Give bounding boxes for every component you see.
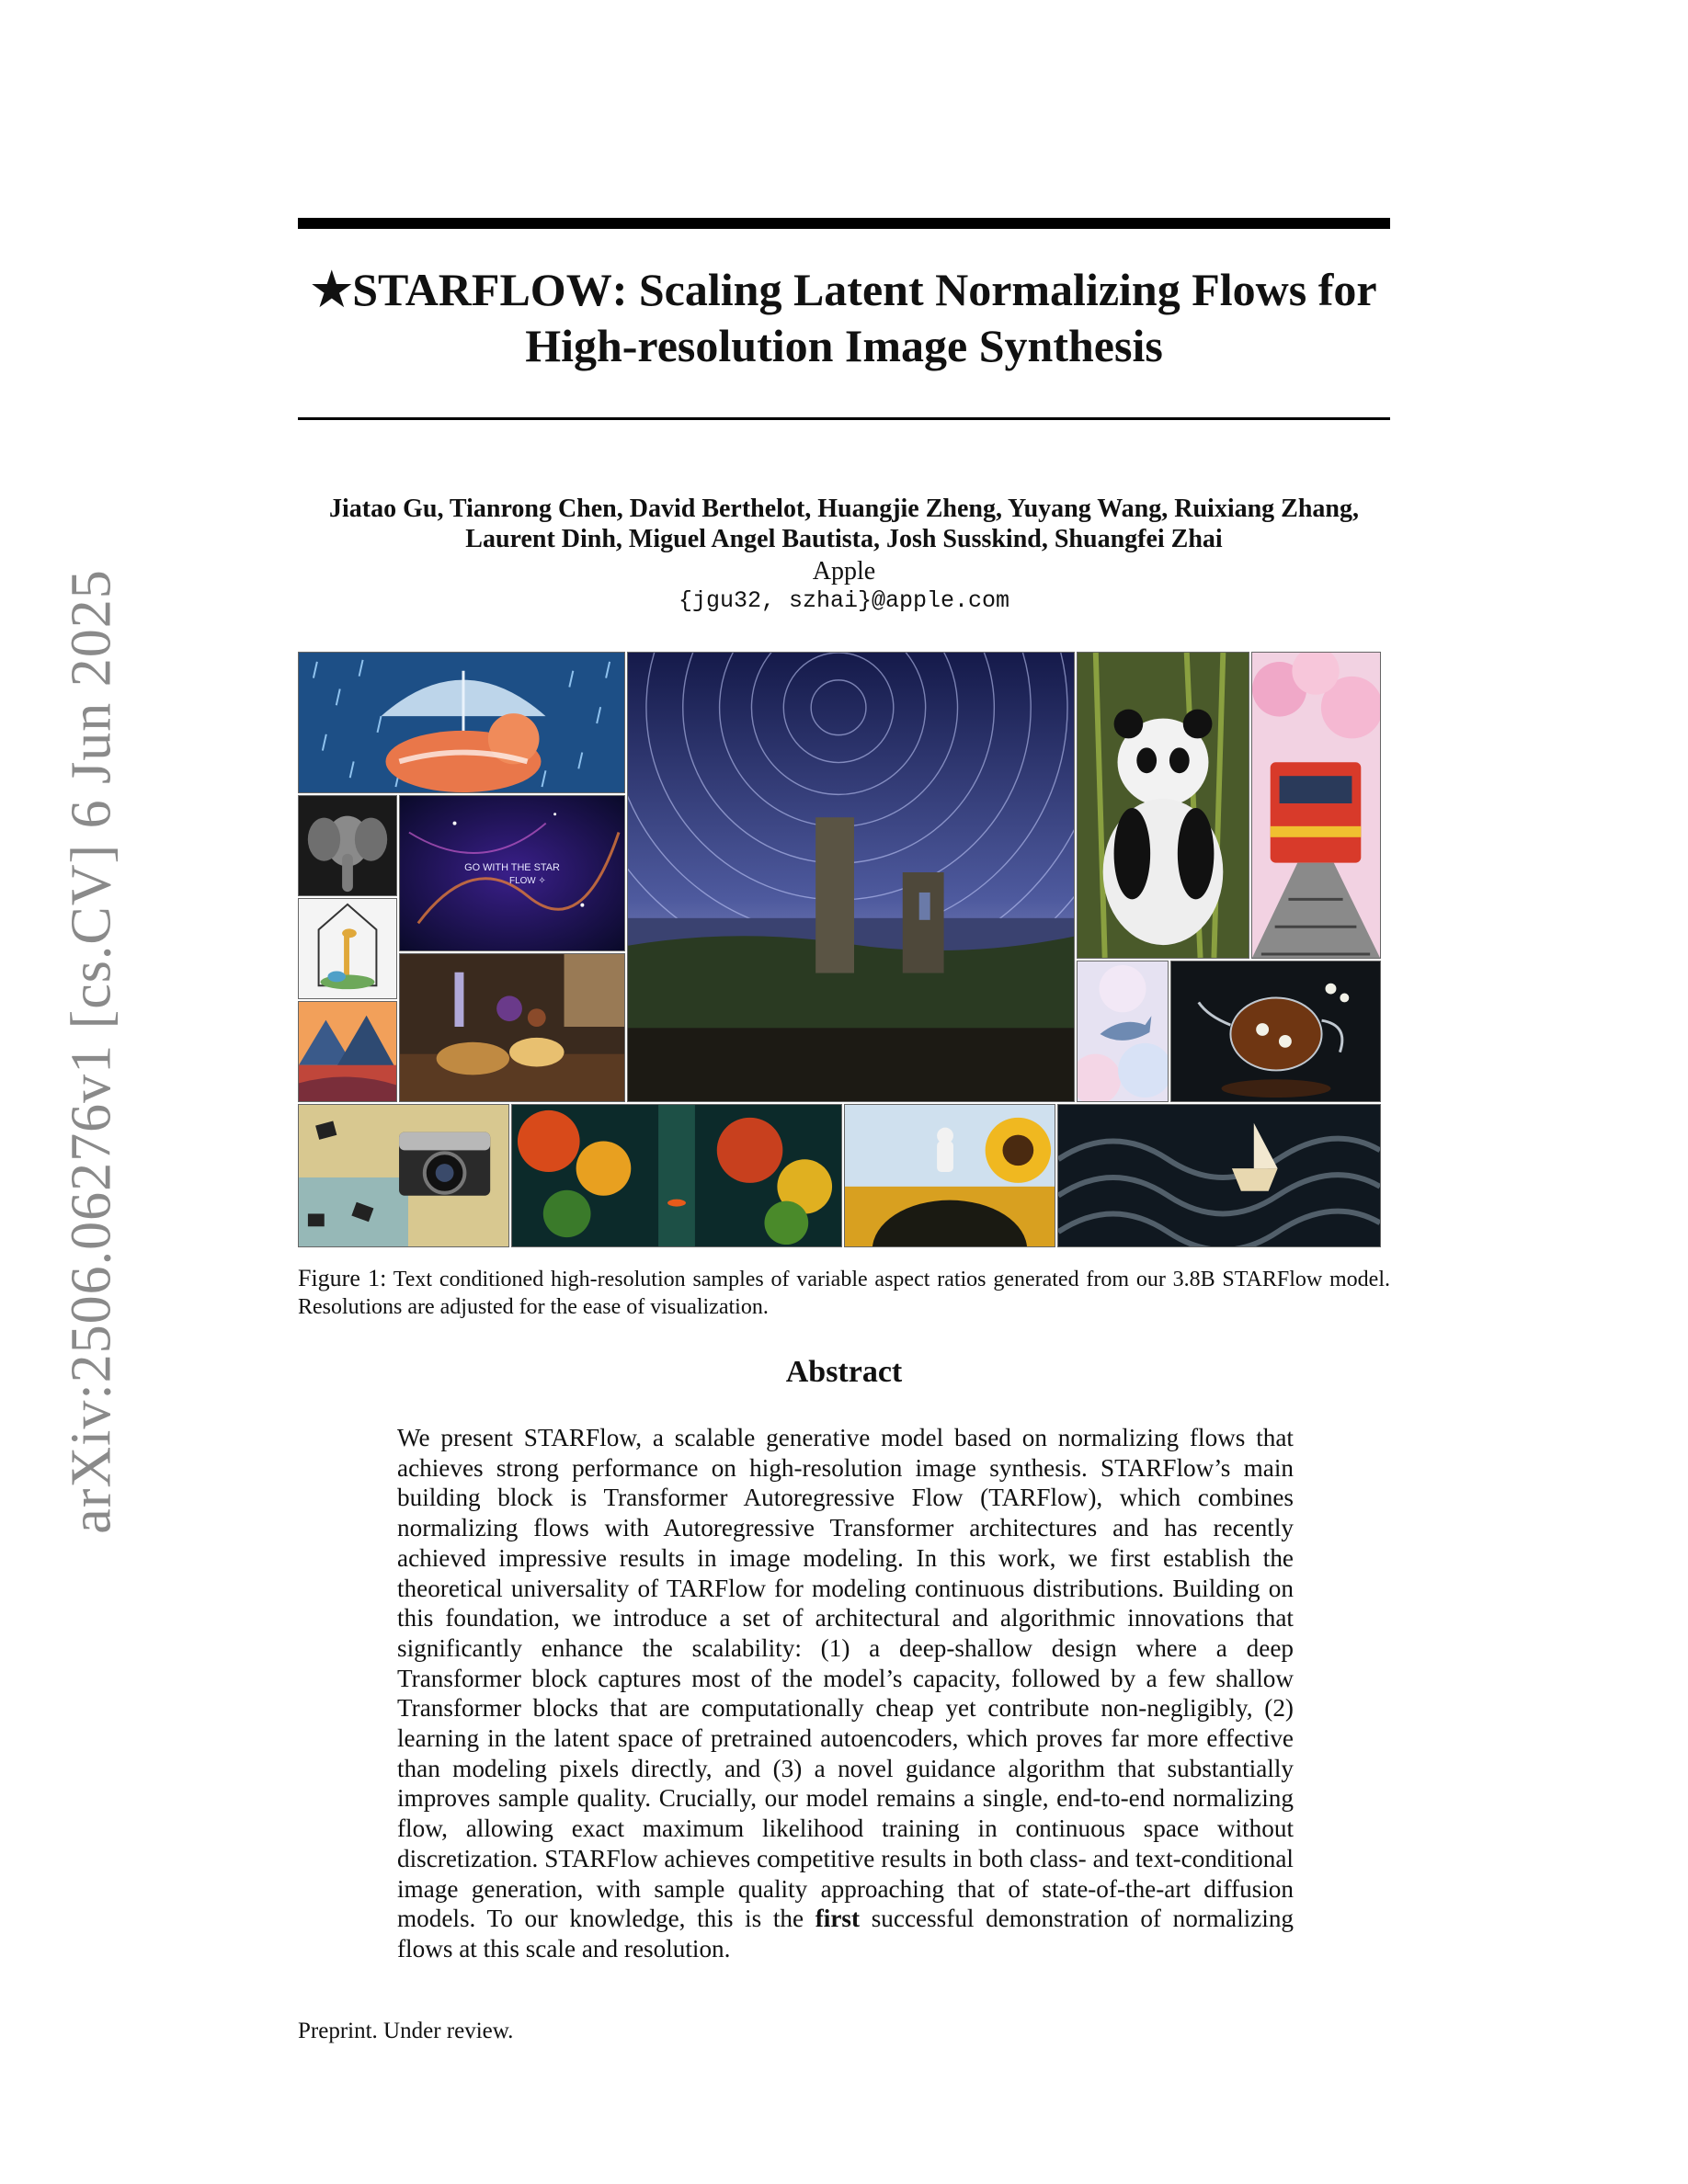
- image-astronaut-sunflowers: [844, 1104, 1055, 1247]
- image-paper-boat-waves: [1057, 1104, 1381, 1247]
- title-bottom-rule: [298, 417, 1390, 420]
- author-line-1: Jiatao Gu, Tianrong Chen, David Berthelot, Huangjie Zheng, Yuyang Wang, Ruixiang Zhang,: [328, 495, 1359, 523]
- star-flow-text-1: GO WITH THE STAR: [464, 862, 560, 874]
- image-train-blossoms: [1251, 652, 1381, 959]
- paper-title: [298, 262, 1390, 374]
- image-mountain-painting: [298, 1001, 397, 1102]
- figure-1-caption: [298, 1265, 1390, 1321]
- image-teapot-flowers: [1170, 961, 1381, 1102]
- abstract-body: [397, 1423, 1294, 1964]
- image-elephant: [298, 795, 397, 896]
- arxiv-watermark: [0, 0, 184, 2184]
- image-cat-umbrella: [298, 652, 625, 793]
- figure-label: Figure 1:: [298, 1265, 387, 1291]
- arxiv-id: arXiv:2506.06276v1 [cs.CV] 6 Jun 2025: [60, 569, 123, 1534]
- author-email: {jgu32, szhai}@apple.com: [678, 587, 1010, 614]
- abstract-text: We present STARFlow, a scalable generative model based on normalizing flows that achieves strong performance on high-resolution image synthesis. STARFlow’s main building block is Transformer Autoregressive Flow (TARFlow), which combines normalizing flows with Autoregressive Transformer architectures and has recently achieved impressive results in image modeling. In this work, we first establish the theoretical universality of TARFlow for modeling continuous distributions. Building on this foundation, we introduce a set of architectural and algorithmic innovations that significantly enhance the scalability: (1) a deep-shallow design where a deep Transformer block captures most of the model’s capacity, followed by a few shallow Transformer blocks that are computationally cheap yet contribute non-negligibly, (2) learning in the latent space of pretrained autoencoders, which proves far more effective than modeling pixels directly, and (3) a novel guidance algorithm that substantially improves sample quality. Crucially, our model remains a single, end-to-end normalizing flow, allowing exact maximum likelihood training in continuous space without discretization. STARFlow achieves competitive results in both class- and text-conditional image generation, with sample quality approaching that of state-of-the-art diffusion models. To our knowledge, this is the: [397, 1424, 1294, 1933]
- image-star-flow-galaxy: [399, 795, 625, 951]
- preprint-note: Preprint. Under review.: [298, 2019, 514, 2043]
- star-symbol: ★: [311, 264, 353, 315]
- abstract-emphasis: first: [815, 1905, 861, 1933]
- author-list: [276, 494, 1412, 554]
- image-vintage-camera: [298, 1104, 509, 1247]
- title-top-rule: [298, 218, 1390, 229]
- abstract-heading: Abstract: [785, 1355, 903, 1389]
- image-giraffe-lantern: [298, 898, 397, 999]
- model-name: STARFLOW: [352, 264, 612, 315]
- image-food-still-life: [399, 953, 625, 1102]
- image-star-trails-ruins: [627, 652, 1075, 1102]
- figure-caption-text: Text conditioned high-resolution samples of variable aspect ratios generated from our 3.8B STARFlow model. Resolutions are adjusted for the ease of visualization.: [298, 1268, 1390, 1319]
- author-line-2: Laurent Dinh, Miguel Angel Bautista, Josh Susskind, Shuangfei Zhai: [465, 525, 1223, 553]
- image-whale-clouds: [1077, 961, 1169, 1102]
- image-autumn-forest: [511, 1104, 842, 1247]
- star-flow-text-2: FLOW ✧: [509, 875, 546, 886]
- title-line2: High-resolution Image Synthesis: [525, 320, 1163, 371]
- image-panda-bamboo: [1077, 652, 1249, 959]
- title-line1: : Scaling Latent Normalizing Flows for: [611, 264, 1377, 315]
- affiliation: Apple: [812, 557, 876, 586]
- abstract-text-end: successful demonstration of normalizing flows at this scale and resolution.: [397, 1905, 1295, 1962]
